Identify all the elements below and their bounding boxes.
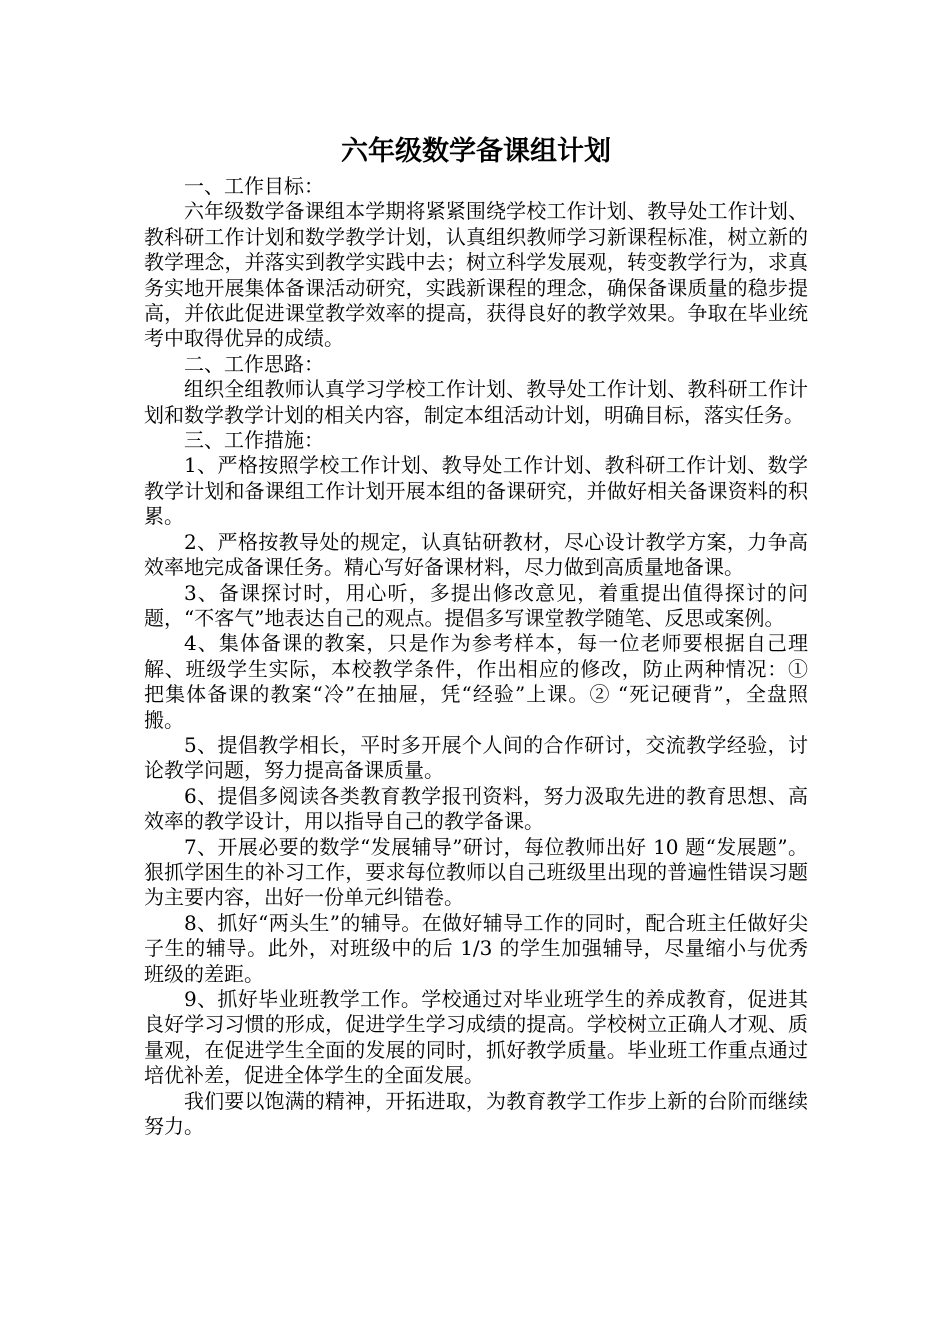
section-heading-measures: 三、工作措施： xyxy=(184,428,324,453)
measure-item-6: 6、提倡多阅读各类教育教学报刊资料，努力汲取先进的教育思想、高效率的教学设计，用以指导自己的教学备课。 xyxy=(144,783,808,834)
document-title: 六年级数学备课组计划 xyxy=(341,136,611,167)
measure-item-3: 3、备课探讨时，用心听，多提出修改意见，着重提出值得探讨的问题，“不客气”地表达自己的观点。提倡多写课堂教学随笔、反思或案例。 xyxy=(144,580,808,630)
document-body xyxy=(144,132,808,1139)
approach-paragraph: 组织全组教师认真学习学校工作计划、教导处工作计划、教科研工作计划和数学教学计划的相关内容，制定本组活动计划，明确目标，落实任务。 xyxy=(144,377,808,427)
measure-item-2: 2、严格按教导处的规定，认真钻研教材，尽心设计教学方案，力争高效率地完成备课任务。精心写好备课材料，尽力做到高质量地备课。 xyxy=(144,529,808,580)
goals-paragraph: 六年级数学备课组本学期将紧紧围绕学校工作计划、教导处工作计划、教科研工作计划和数学教学计划，认真组织教师学习新课程标准，树立新的教学理念，并落实到教学实践中去；树立科学发展观，转变教学行为，求真务实地开展集体备课活动研究，实践新课程的理念，确保备课质量的稳步提高，并依此促进课堂教学效率的提高，获得良好的教学效果。争取在毕业统考中取得优异的成绩。 xyxy=(144,199,808,351)
measure-item-5: 5、提倡教学相长，平时多开展个人间的合作研讨，交流教学经验，讨论教学问题，努力提高备课质量。 xyxy=(144,732,808,783)
measure-item-9: 9、抓好毕业班教学工作。学校通过对毕业班学生的养成教育，促进其良好学习习惯的形成，促进学生学习成绩的提高。学校树立正确人才观、质量观，在促进学生全面的发展的同时，抓好教学质量。毕业班工作重点通过培优补差，促进全体学生的全面发展。 xyxy=(144,987,808,1088)
measure-item-8: 8、抓好“两头生”的辅导。在做好辅导工作的同时，配合班主任做好尖子生的辅导。此外，对班级中的后 1/3 的学生加强辅导，尽量缩小与优秀班级的差距。 xyxy=(144,910,808,986)
measure-item-7: 7、开展必要的数学“发展辅导”研讨，每位教师出好 10 题“发展题”。狠抓学困生的补习工作，要求每位教师以自己班级里出现的普遍性错误习题为主要内容，出好一份单元纠错卷。 xyxy=(144,834,808,910)
closing-paragraph: 我们要以饱满的精神，开拓进取，为教育教学工作步上新的台阶而继续努力。 xyxy=(144,1088,808,1139)
section-heading-approach: 二、工作思路： xyxy=(184,351,324,376)
section-heading-goals: 一、工作目标： xyxy=(184,174,324,198)
measure-item-4: 4、集体备课的教案，只是作为参考样本，每一位老师要根据自己理解、班级学生实际，本校教学条件，作出相应的修改，防止两种情况：① 把集体备课的教案“冷”在抽屉，凭“经验”上课。② “死记硬背”，全盘照搬。 xyxy=(144,631,808,732)
measure-item-1: 1、严格按照学校工作计划、教导处工作计划、教科研工作计划、数学教学计划和备课组工作计划开展本组的备课研究，并做好相关备课资料的积累。 xyxy=(144,453,808,529)
